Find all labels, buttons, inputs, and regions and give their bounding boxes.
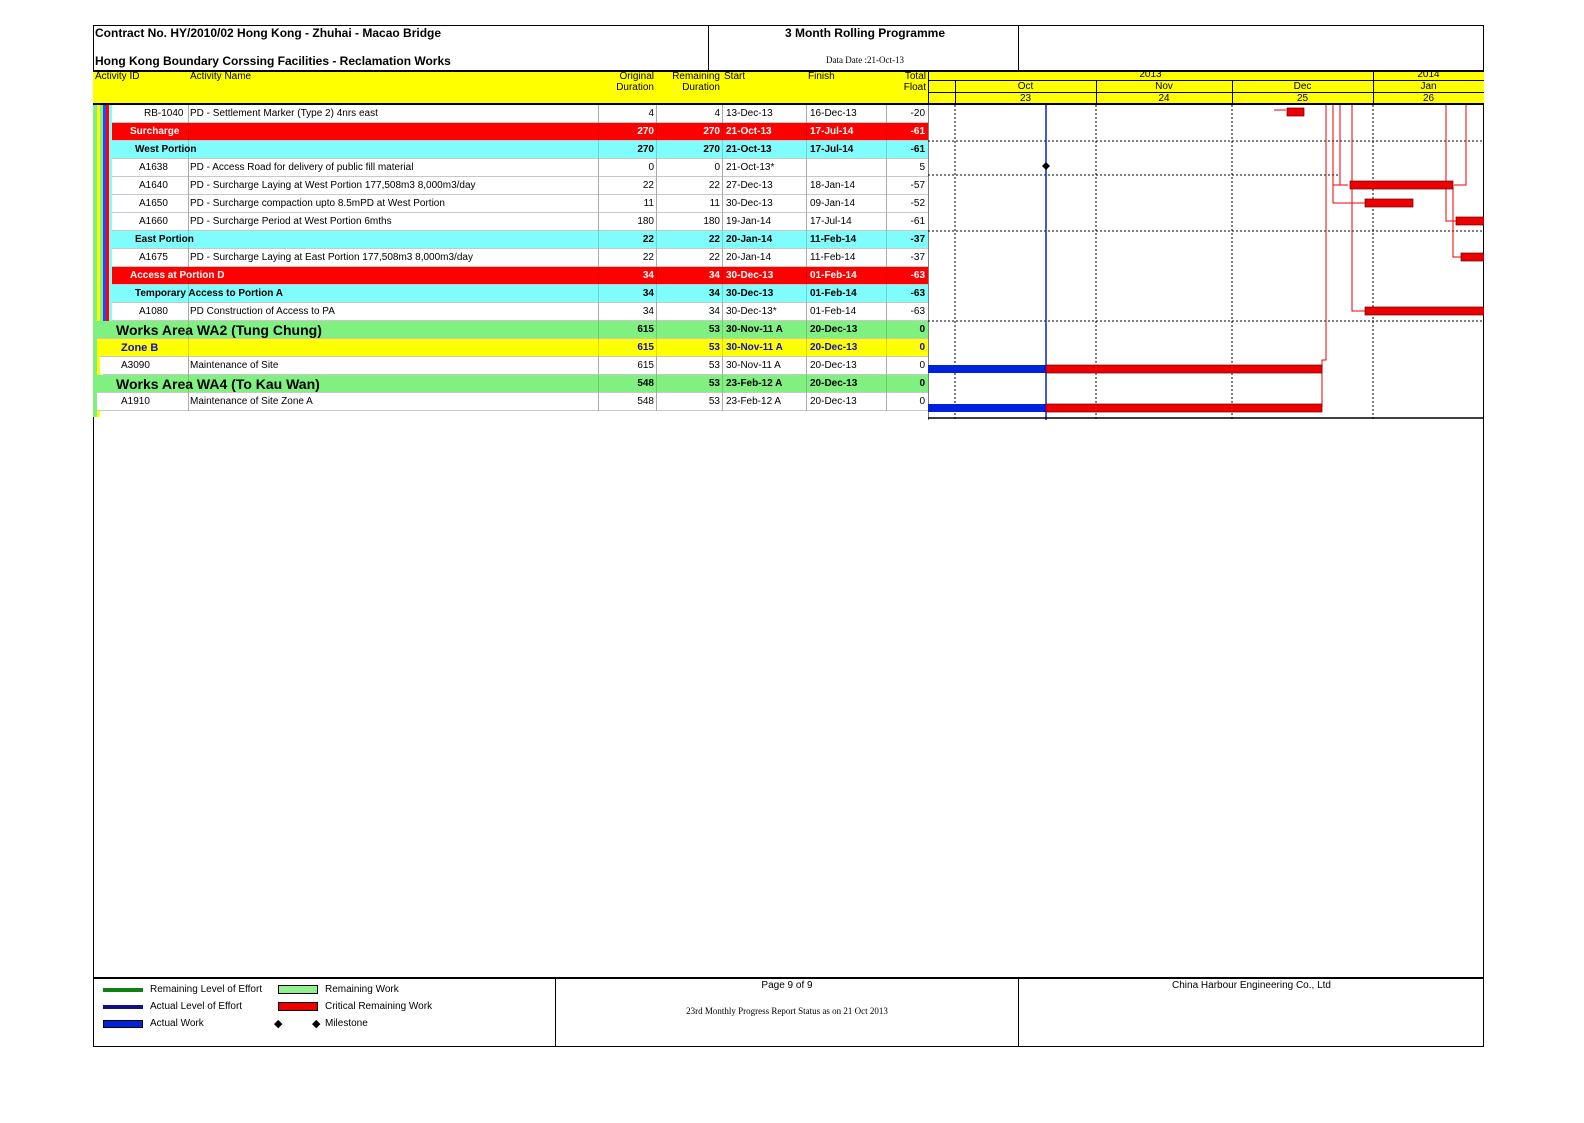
remaining-duration: 34 bbox=[708, 270, 720, 281]
column-separator bbox=[806, 393, 807, 411]
column-separator bbox=[886, 123, 887, 141]
column-separator bbox=[188, 267, 189, 285]
month-label: Oct bbox=[1017, 81, 1034, 92]
column-separator bbox=[598, 123, 599, 141]
start-date: 30-Nov-11 A bbox=[726, 324, 783, 335]
legend-remaining-loe: Remaining Level of Effort bbox=[150, 984, 263, 995]
column-separator bbox=[722, 141, 723, 159]
activity-row[interactable] bbox=[97, 393, 928, 411]
total-float: -63 bbox=[910, 270, 925, 281]
original-duration: 548 bbox=[637, 378, 654, 389]
activity-row[interactable] bbox=[112, 159, 928, 177]
legend-critical-remaining: Critical Remaining Work bbox=[325, 1001, 433, 1012]
activity-name: PD - Surcharge Laying at East Portion 177,508m3 8,000m3/day bbox=[190, 252, 473, 263]
original-duration: 22 bbox=[642, 234, 654, 245]
column-separator bbox=[598, 213, 599, 231]
start-date: 30-Dec-13* bbox=[726, 306, 777, 317]
finish-date bbox=[810, 159, 886, 177]
column-separator bbox=[656, 159, 657, 177]
finish-date: 11-Feb-14 bbox=[810, 234, 857, 245]
column-separator bbox=[188, 105, 189, 123]
bar-a1660 bbox=[1456, 217, 1484, 225]
activity-id: RB-1040 bbox=[144, 108, 184, 119]
activity-id: A1650 bbox=[139, 198, 168, 209]
start-date: 21-Oct-13 bbox=[726, 126, 772, 137]
finish-date: 20-Dec-13 bbox=[810, 324, 858, 335]
column-separator bbox=[598, 177, 599, 195]
total-float: -57 bbox=[910, 180, 925, 191]
year-label: 2014 bbox=[1417, 69, 1440, 80]
remaining-duration: 4 bbox=[714, 108, 720, 119]
column-separator bbox=[722, 123, 723, 141]
original-duration: 22 bbox=[642, 180, 654, 191]
column-separator bbox=[722, 285, 723, 303]
column-separator bbox=[598, 159, 599, 177]
activity-row[interactable] bbox=[112, 195, 928, 213]
column-separator bbox=[598, 285, 599, 303]
year-label: 2013 bbox=[1139, 69, 1162, 80]
milestone-a1638 bbox=[1042, 162, 1050, 170]
activity-id: A1675 bbox=[139, 252, 168, 263]
activity-row[interactable] bbox=[112, 249, 928, 267]
start-date: 27-Dec-13 bbox=[726, 180, 773, 191]
remaining-duration: 270 bbox=[703, 144, 720, 155]
activity-name: PD - Surcharge compaction upto 8.5mPD at West Portion bbox=[190, 198, 445, 209]
activity-id: A1640 bbox=[139, 180, 168, 191]
column-separator bbox=[188, 195, 189, 213]
relationship-line bbox=[1454, 105, 1466, 185]
activity-id: A1638 bbox=[139, 162, 168, 173]
week-label: 24 bbox=[1158, 93, 1170, 104]
original-duration: 34 bbox=[642, 306, 654, 317]
original-duration: 180 bbox=[637, 216, 654, 227]
wbs-row[interactable] bbox=[112, 141, 928, 159]
start-date: 23-Feb-12 A bbox=[726, 396, 782, 407]
col-finish[interactable]: Finish bbox=[808, 71, 835, 82]
finish-date: 20-Dec-13 bbox=[810, 342, 858, 353]
remaining-duration: 53 bbox=[708, 396, 720, 407]
company-name: China Harbour Engineering Co., Ltd bbox=[1172, 980, 1331, 991]
column-separator bbox=[598, 105, 599, 123]
original-duration: 11 bbox=[643, 198, 654, 209]
original-duration: 615 bbox=[637, 342, 654, 353]
column-separator bbox=[886, 249, 887, 267]
actual-loe-swatch bbox=[103, 1005, 143, 1009]
title-divider bbox=[708, 25, 709, 70]
bar-a3090-actual bbox=[928, 365, 1046, 373]
start-date: 20-Jan-14 bbox=[726, 252, 772, 263]
column-separator bbox=[722, 393, 723, 411]
bar-a1910-actual bbox=[928, 404, 1046, 412]
activity-row[interactable] bbox=[112, 213, 928, 231]
column-separator bbox=[656, 339, 657, 357]
col-remaining-duration[interactable]: Remaining Duration bbox=[672, 71, 720, 93]
column-separator bbox=[886, 177, 887, 195]
column-separator bbox=[886, 339, 887, 357]
remaining-duration: 0 bbox=[714, 162, 720, 173]
total-float: 0 bbox=[919, 324, 925, 335]
column-separator bbox=[188, 213, 189, 231]
wbs-row[interactable] bbox=[97, 375, 928, 393]
column-separator bbox=[656, 303, 657, 321]
original-duration: 615 bbox=[637, 324, 654, 335]
column-separator bbox=[886, 231, 887, 249]
start-date: 21-Oct-13* bbox=[726, 162, 775, 173]
remaining-duration: 53 bbox=[708, 360, 720, 371]
column-separator bbox=[886, 159, 887, 177]
start-date: 30-Nov-11 A bbox=[726, 342, 783, 353]
column-separator bbox=[188, 231, 189, 249]
column-separator bbox=[656, 357, 657, 375]
column-separator bbox=[886, 303, 887, 321]
column-separator bbox=[886, 213, 887, 231]
finish-date: 01-Feb-14 bbox=[810, 288, 857, 299]
bar-a1080 bbox=[1365, 307, 1484, 315]
column-separator bbox=[722, 339, 723, 357]
wbs-name: Access at Portion D bbox=[130, 270, 225, 281]
column-separator bbox=[722, 231, 723, 249]
column-separator bbox=[806, 303, 807, 321]
column-separator bbox=[722, 321, 723, 339]
activity-id: A1660 bbox=[139, 216, 168, 227]
finish-date: 20-Dec-13 bbox=[810, 396, 857, 407]
remaining-duration: 22 bbox=[708, 180, 720, 191]
column-separator bbox=[656, 285, 657, 303]
legend-milestone: Milestone bbox=[325, 1018, 368, 1029]
activity-id: A1910 bbox=[121, 396, 150, 407]
column-separator bbox=[598, 375, 599, 393]
total-float: -20 bbox=[910, 108, 925, 119]
relationship-line bbox=[1352, 105, 1365, 311]
relationship-line bbox=[1446, 105, 1456, 221]
start-date: 30-Dec-13 bbox=[726, 288, 774, 299]
week-label: 23 bbox=[1019, 93, 1032, 104]
milestone-icon: ◆ bbox=[312, 1018, 321, 1030]
project-subtitle: Hong Kong Boundary Corssing Facilities - Reclamation Works bbox=[95, 54, 451, 68]
column-separator bbox=[722, 357, 723, 375]
column-separator bbox=[188, 357, 189, 375]
data-date: Data Date :21-Oct-13 bbox=[826, 55, 904, 65]
column-separator bbox=[722, 213, 723, 231]
wbs-row[interactable] bbox=[100, 339, 928, 357]
start-date: 19-Jan-14 bbox=[726, 216, 772, 227]
critical-swatch bbox=[278, 1002, 318, 1011]
total-float: -52 bbox=[910, 198, 925, 209]
column-separator bbox=[722, 249, 723, 267]
column-separator bbox=[656, 141, 657, 159]
activity-name: PD Construction of Access to PA bbox=[190, 306, 335, 317]
wbs-row[interactable] bbox=[97, 321, 928, 339]
activity-row[interactable] bbox=[112, 303, 928, 321]
start-date: 21-Oct-13 bbox=[726, 144, 772, 155]
column-separator bbox=[886, 195, 887, 213]
column-separator bbox=[806, 339, 807, 357]
activity-name: PD - Settlement Marker (Type 2) 4nrs east bbox=[190, 108, 378, 119]
remaining-loe-swatch bbox=[103, 988, 143, 992]
activity-id: A3090 bbox=[121, 360, 150, 371]
bar-a1640 bbox=[1350, 181, 1453, 189]
wbs-name: Temporary Access to Portion A bbox=[135, 288, 283, 299]
col-start[interactable]: Start bbox=[724, 71, 746, 82]
total-float: 0 bbox=[919, 396, 925, 407]
column-separator bbox=[188, 141, 189, 159]
wbs-row[interactable] bbox=[112, 267, 928, 285]
col-original-duration[interactable]: Original Duration bbox=[616, 71, 654, 93]
column-separator bbox=[722, 195, 723, 213]
finish-date: 18-Jan-14 bbox=[810, 180, 856, 191]
wbs-name: Surcharge bbox=[130, 126, 180, 137]
column-separator bbox=[656, 195, 657, 213]
activity-row[interactable] bbox=[112, 177, 928, 195]
column-separator bbox=[656, 321, 657, 339]
relationships bbox=[1274, 105, 1466, 407]
total-float: -63 bbox=[910, 288, 925, 299]
original-duration: 22 bbox=[642, 252, 654, 263]
milestone-icon: ◆ bbox=[274, 1018, 283, 1030]
column-separator bbox=[722, 267, 723, 285]
programme-title: 3 Month Rolling Programme bbox=[784, 26, 945, 40]
total-float: 0 bbox=[919, 342, 925, 353]
column-separator bbox=[806, 267, 807, 285]
column-separator bbox=[886, 267, 887, 285]
legend-actual-loe: Actual Level of Effort bbox=[150, 1001, 243, 1012]
wbs-row[interactable] bbox=[112, 123, 928, 141]
column-separator bbox=[598, 303, 599, 321]
column-separator bbox=[656, 213, 657, 231]
column-separator bbox=[806, 123, 807, 141]
wbs-name: Zone B bbox=[121, 342, 159, 354]
column-separator bbox=[598, 141, 599, 159]
finish-date: 20-Dec-13 bbox=[810, 378, 858, 389]
finish-date: 16-Dec-13 bbox=[810, 108, 857, 119]
legend-actual-work: Actual Work bbox=[150, 1018, 204, 1029]
wbs-name: Works Area WA4 (To Kau Wan) bbox=[116, 376, 320, 392]
total-float: 5 bbox=[919, 162, 925, 173]
column-separator bbox=[886, 285, 887, 303]
col-total-float[interactable]: Total Float bbox=[903, 71, 926, 93]
column-separator bbox=[188, 285, 189, 303]
column-separator bbox=[886, 375, 887, 393]
start-date: 13-Dec-13 bbox=[726, 108, 773, 119]
column-separator bbox=[656, 249, 657, 267]
start-date: 23-Feb-12 A bbox=[726, 378, 783, 389]
start-date: 20-Jan-14 bbox=[726, 234, 773, 245]
column-separator bbox=[806, 177, 807, 195]
wbs-row[interactable] bbox=[112, 285, 928, 303]
finish-date: 20-Dec-13 bbox=[810, 360, 857, 371]
column-separator bbox=[598, 339, 599, 357]
column-separator bbox=[806, 105, 807, 123]
original-duration: 34 bbox=[642, 288, 654, 299]
column-separator bbox=[188, 123, 189, 141]
column-separator bbox=[886, 321, 887, 339]
month-label: Nov bbox=[1155, 81, 1173, 92]
column-separator bbox=[806, 141, 807, 159]
column-separator bbox=[598, 231, 599, 249]
column-separator bbox=[598, 195, 599, 213]
original-duration: 615 bbox=[637, 360, 654, 371]
bar-a1910-remaining bbox=[1046, 404, 1322, 412]
column-separator bbox=[598, 393, 599, 411]
bar-a3090-remaining bbox=[1046, 365, 1322, 373]
column-separator bbox=[656, 231, 657, 249]
column-separator bbox=[656, 105, 657, 123]
activity-row[interactable] bbox=[112, 105, 928, 123]
finish-date: 17-Jul-14 bbox=[810, 144, 854, 155]
activity-row[interactable] bbox=[103, 357, 928, 375]
column-separator bbox=[886, 141, 887, 159]
column-separator bbox=[886, 357, 887, 375]
bar-rb1040 bbox=[1287, 108, 1304, 116]
column-separator bbox=[598, 321, 599, 339]
column-separator bbox=[188, 249, 189, 267]
bar-a1650 bbox=[1365, 199, 1413, 207]
column-separator bbox=[656, 375, 657, 393]
start-date: 30-Dec-13 bbox=[726, 270, 774, 281]
column-separator bbox=[656, 123, 657, 141]
total-float: -61 bbox=[910, 216, 925, 227]
original-duration: 34 bbox=[642, 270, 654, 281]
column-separator bbox=[806, 321, 807, 339]
column-separator bbox=[598, 357, 599, 375]
wbs-row[interactable] bbox=[112, 231, 928, 249]
contract-title: Contract No. HY/2010/02 Hong Kong - Zhuhai - Macao Bridge bbox=[95, 26, 442, 40]
column-separator bbox=[722, 303, 723, 321]
finish-date: 01-Feb-14 bbox=[810, 306, 857, 317]
total-float: 0 bbox=[919, 360, 925, 371]
remaining-duration: 34 bbox=[708, 306, 720, 317]
week-label: 25 bbox=[1296, 93, 1309, 104]
remaining-work-swatch bbox=[278, 985, 318, 994]
remaining-duration: 180 bbox=[703, 216, 720, 227]
activity-id: A1080 bbox=[139, 306, 168, 317]
month-label: Dec bbox=[1293, 81, 1312, 92]
column-separator bbox=[722, 177, 723, 195]
column-separator bbox=[188, 339, 189, 357]
col-activity-name[interactable]: Activity Name bbox=[190, 71, 252, 82]
column-separator bbox=[188, 321, 189, 339]
report-status: 23rd Monthly Progress Report Status as on 21 Oct 2013 bbox=[686, 1006, 888, 1016]
remaining-duration: 53 bbox=[708, 342, 720, 353]
column-separator bbox=[188, 159, 189, 177]
original-duration: 548 bbox=[637, 396, 654, 407]
gantt-chart bbox=[928, 105, 1484, 420]
column-separator bbox=[722, 159, 723, 177]
column-separator bbox=[188, 303, 189, 321]
column-separator bbox=[188, 177, 189, 195]
column-separator bbox=[886, 105, 887, 123]
column-separator bbox=[806, 375, 807, 393]
column-separator bbox=[656, 267, 657, 285]
activity-name: Maintenance of Site bbox=[190, 360, 279, 371]
total-float: -61 bbox=[910, 126, 925, 137]
finish-date: 01-Feb-14 bbox=[810, 270, 857, 281]
column-separator bbox=[656, 393, 657, 411]
remaining-duration: 22 bbox=[708, 234, 720, 245]
column-separator bbox=[806, 249, 807, 267]
page-number: Page 9 of 9 bbox=[761, 980, 813, 991]
wbs-name: Works Area WA2 (Tung Chung) bbox=[116, 322, 322, 338]
original-duration: 0 bbox=[648, 162, 654, 173]
column-separator bbox=[806, 357, 807, 375]
original-duration: 270 bbox=[637, 144, 654, 155]
total-float: -37 bbox=[910, 252, 925, 263]
column-separator bbox=[722, 105, 723, 123]
remaining-duration: 34 bbox=[708, 288, 720, 299]
total-float: -63 bbox=[910, 306, 925, 317]
actual-work-swatch bbox=[103, 1020, 143, 1028]
column-separator bbox=[188, 375, 189, 393]
finish-date: 17-Jul-14 bbox=[810, 216, 852, 227]
week-label: 26 bbox=[1422, 93, 1435, 104]
original-duration: 4 bbox=[648, 108, 654, 119]
column-separator bbox=[806, 159, 807, 177]
footer-divider bbox=[93, 977, 1484, 979]
column-separator bbox=[806, 195, 807, 213]
remaining-duration: 270 bbox=[703, 126, 720, 137]
column-separator bbox=[806, 285, 807, 303]
remaining-duration: 53 bbox=[708, 324, 720, 335]
activity-name: PD - Surcharge Period at West Portion 6mths bbox=[190, 216, 392, 227]
column-separator bbox=[806, 231, 807, 249]
column-separator bbox=[598, 267, 599, 285]
remaining-duration: 22 bbox=[708, 252, 720, 263]
finish-date: 09-Jan-14 bbox=[810, 198, 856, 209]
month-label: Jan bbox=[1420, 81, 1437, 92]
total-float: -37 bbox=[910, 234, 925, 245]
remaining-duration: 11 bbox=[709, 198, 720, 209]
column-separator bbox=[886, 393, 887, 411]
activity-name: PD - Access Road for delivery of public fill material bbox=[190, 162, 414, 173]
activity-name: PD - Surcharge Laying at West Portion 177,508m3 8,000m3/day bbox=[190, 180, 476, 191]
column-separator bbox=[722, 375, 723, 393]
total-float: -61 bbox=[910, 144, 925, 155]
activity-name: Maintenance of Site Zone A bbox=[190, 396, 313, 407]
bar-a1675 bbox=[1461, 253, 1484, 261]
start-date: 30-Dec-13 bbox=[726, 198, 773, 209]
wbs-name: West Portion bbox=[135, 144, 197, 155]
total-float: 0 bbox=[919, 378, 925, 389]
legend-remaining-work: Remaining Work bbox=[325, 984, 399, 995]
finish-date: 17-Jul-14 bbox=[810, 126, 854, 137]
column-separator bbox=[188, 393, 189, 411]
col-activity-id[interactable]: Activity ID bbox=[95, 71, 140, 82]
start-date: 30-Nov-11 A bbox=[726, 360, 781, 371]
finish-date: 11-Feb-14 bbox=[810, 252, 856, 263]
wbs-name: East Portion bbox=[135, 234, 194, 245]
column-separator bbox=[598, 249, 599, 267]
column-separator bbox=[806, 213, 807, 231]
original-duration: 270 bbox=[637, 126, 654, 137]
column-separator bbox=[656, 177, 657, 195]
relationship-line bbox=[1322, 105, 1326, 367]
remaining-duration: 53 bbox=[708, 378, 720, 389]
